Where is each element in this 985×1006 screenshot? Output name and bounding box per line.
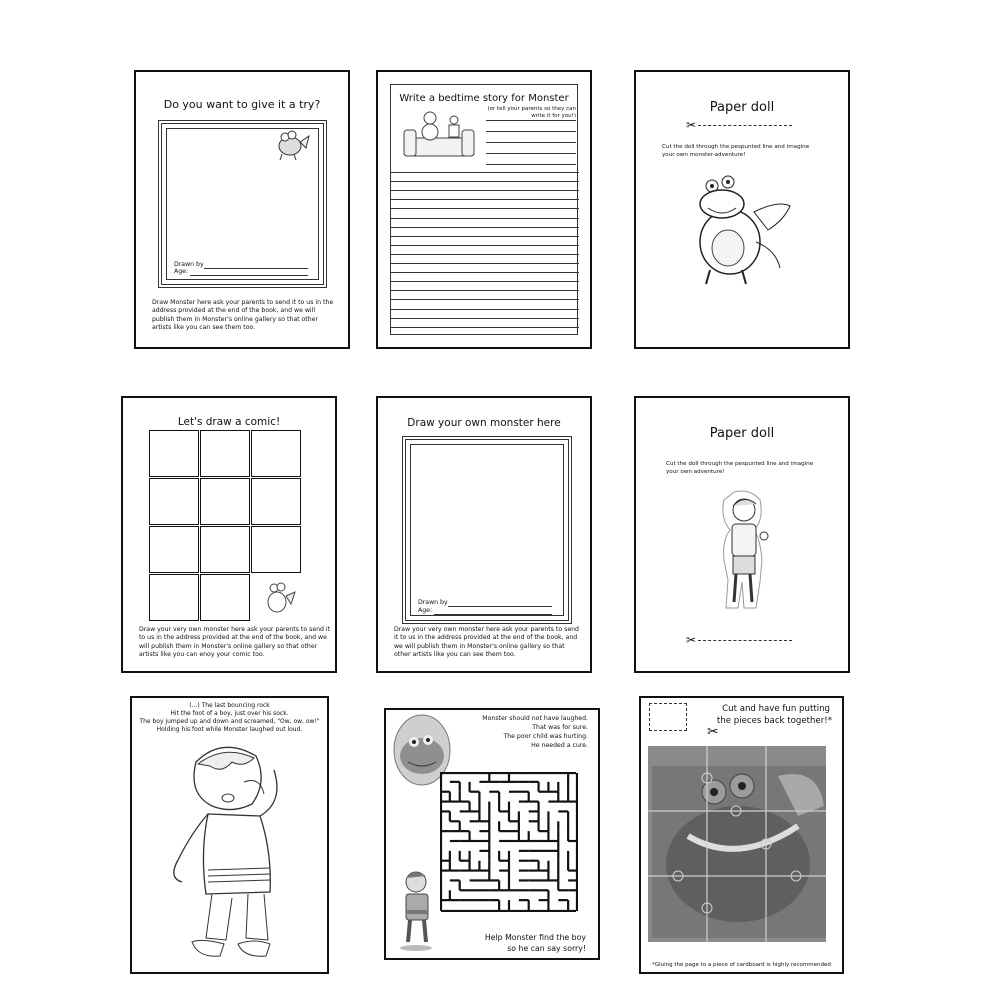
subtitle-text: (or tell your parents so they can write it for you!) xyxy=(487,106,576,119)
age-line xyxy=(434,614,552,615)
story-line-3: The boy jumped up and down and screamed, "Ow, ow, ow!" xyxy=(139,718,320,725)
writing-line xyxy=(391,290,579,291)
prompt-line-1: Help Monster find the boy xyxy=(484,933,586,942)
monster-illustration xyxy=(272,124,312,164)
writing-line xyxy=(391,272,579,273)
scissors-icon: ✂ xyxy=(686,118,697,132)
maze-page xyxy=(384,708,600,960)
cut-line xyxy=(698,125,792,126)
instructions-text: Cut the doll through the pespunted line and imagine your own monster-adventure! xyxy=(662,144,810,158)
drawn-by-label: Drawn by xyxy=(418,599,448,606)
puzzle-page xyxy=(639,696,844,974)
scissors-icon: ✂ xyxy=(686,633,697,647)
comic-panel[interactable] xyxy=(251,478,301,525)
maze[interactable] xyxy=(440,772,578,912)
writing-line xyxy=(391,199,579,200)
worksheet-bedtime-story xyxy=(376,70,592,349)
worksheet-draw-own-monster xyxy=(376,396,592,673)
writing-line xyxy=(391,281,579,282)
writing-line xyxy=(486,164,576,165)
writing-line xyxy=(391,254,579,255)
comic-panel[interactable] xyxy=(200,430,250,477)
writing-line xyxy=(391,236,579,237)
page-title: Let's draw a comic! xyxy=(177,416,281,428)
page-title: Paper doll xyxy=(709,426,775,441)
small-monster-illustration xyxy=(261,578,299,618)
comic-panel[interactable] xyxy=(149,574,199,621)
writing-line xyxy=(391,218,579,219)
comic-panel[interactable] xyxy=(149,430,199,477)
page-title: Do you want to give it a try? xyxy=(163,98,321,111)
writing-line xyxy=(391,245,579,246)
comic-panel[interactable] xyxy=(200,478,250,525)
writing-line xyxy=(391,327,579,328)
writing-line xyxy=(486,120,576,121)
worksheet-paper-doll-monster xyxy=(634,70,850,349)
page-title: Draw your own monster here xyxy=(407,417,561,429)
puzzle-image[interactable] xyxy=(648,746,826,942)
story-line-2: Hit the foot of a boy, just over his sock. xyxy=(170,710,289,717)
instructions-text: Cut the doll through the pespunted line and imagine your own adventure! xyxy=(666,461,814,475)
comic-panel[interactable] xyxy=(251,526,301,573)
comic-panel[interactable] xyxy=(200,574,250,621)
comic-panel[interactable] xyxy=(149,526,199,573)
age-label: Age: xyxy=(174,268,189,275)
comic-panel[interactable] xyxy=(251,430,301,477)
story-page-boy-hurt xyxy=(130,696,329,974)
worksheet-paper-doll-boy xyxy=(634,396,850,673)
footnote-text: *Gluing the page to a piece of cardboard is highly recommended xyxy=(652,962,831,968)
worksheet-draw-monster-try xyxy=(134,70,350,349)
cut-box xyxy=(649,703,687,731)
writing-line xyxy=(391,227,579,228)
prompt-line-2: so he can say sorry! xyxy=(507,944,586,953)
story-line-4: Holding his foot while Monster laughed out loud. xyxy=(156,726,303,733)
writing-line xyxy=(486,153,576,154)
crying-boy-illustration xyxy=(396,868,440,952)
instruction-line-1: Cut and have fun putting xyxy=(722,704,830,714)
story-line-4: He needed a cure. xyxy=(531,742,588,749)
instruction-line-2: the pieces back together!* xyxy=(716,716,832,726)
writing-line xyxy=(391,190,579,191)
writing-line xyxy=(486,131,576,132)
page-title: Paper doll xyxy=(709,100,775,115)
instructions-text: Draw your very own monster here ask your parents to send it to us in the address provided at the end of the book, and we will publish them in Monster's online gallery so that other artists like you can enoy your comic too. xyxy=(139,626,331,659)
boy-doll-illustration xyxy=(716,490,778,614)
age-line xyxy=(190,275,308,276)
age-label: Age: xyxy=(418,607,433,614)
scissors-icon: ✂ xyxy=(707,724,719,740)
drawn-by-label: Drawn by xyxy=(174,261,204,268)
story-line-1: Monster should not have laughed. xyxy=(482,715,588,722)
cut-line xyxy=(698,640,792,641)
instructions-text: Draw your very own monster here ask your parents to send it to us in the address provided at the end of the book, and we will publish them in Monster's online gallery so that other artists like you can see them too. xyxy=(394,626,579,659)
comic-panel[interactable] xyxy=(149,478,199,525)
sofa-reading-illustration xyxy=(400,106,480,166)
story-line-3: The poor child was hurting. xyxy=(503,733,588,740)
drawn-by-line xyxy=(204,268,308,269)
writing-line xyxy=(391,318,579,319)
worksheet-comic xyxy=(121,396,337,673)
comic-panel[interactable] xyxy=(200,526,250,573)
writing-line xyxy=(391,299,579,300)
writing-line xyxy=(391,181,579,182)
writing-line xyxy=(486,142,576,143)
story-line-2: That was for sure. xyxy=(532,724,588,731)
story-line-1: (...) The last bouncing rock xyxy=(189,702,270,709)
writing-line xyxy=(391,172,579,173)
monster-doll-illustration xyxy=(688,172,798,290)
writing-line xyxy=(391,263,579,264)
page-title: Write a bedtime story for Monster xyxy=(399,93,569,104)
drawn-by-line xyxy=(448,606,552,607)
drawing-frame xyxy=(402,436,572,624)
writing-line xyxy=(391,208,579,209)
instructions-text: Draw Monster here ask your parents to send it to us in the address provided at the end of the book, and we will publish them in Monster's online gallery so that other artists like you can see them too. xyxy=(152,299,334,332)
writing-line xyxy=(391,309,579,310)
hurt-boy-illustration xyxy=(152,742,312,968)
